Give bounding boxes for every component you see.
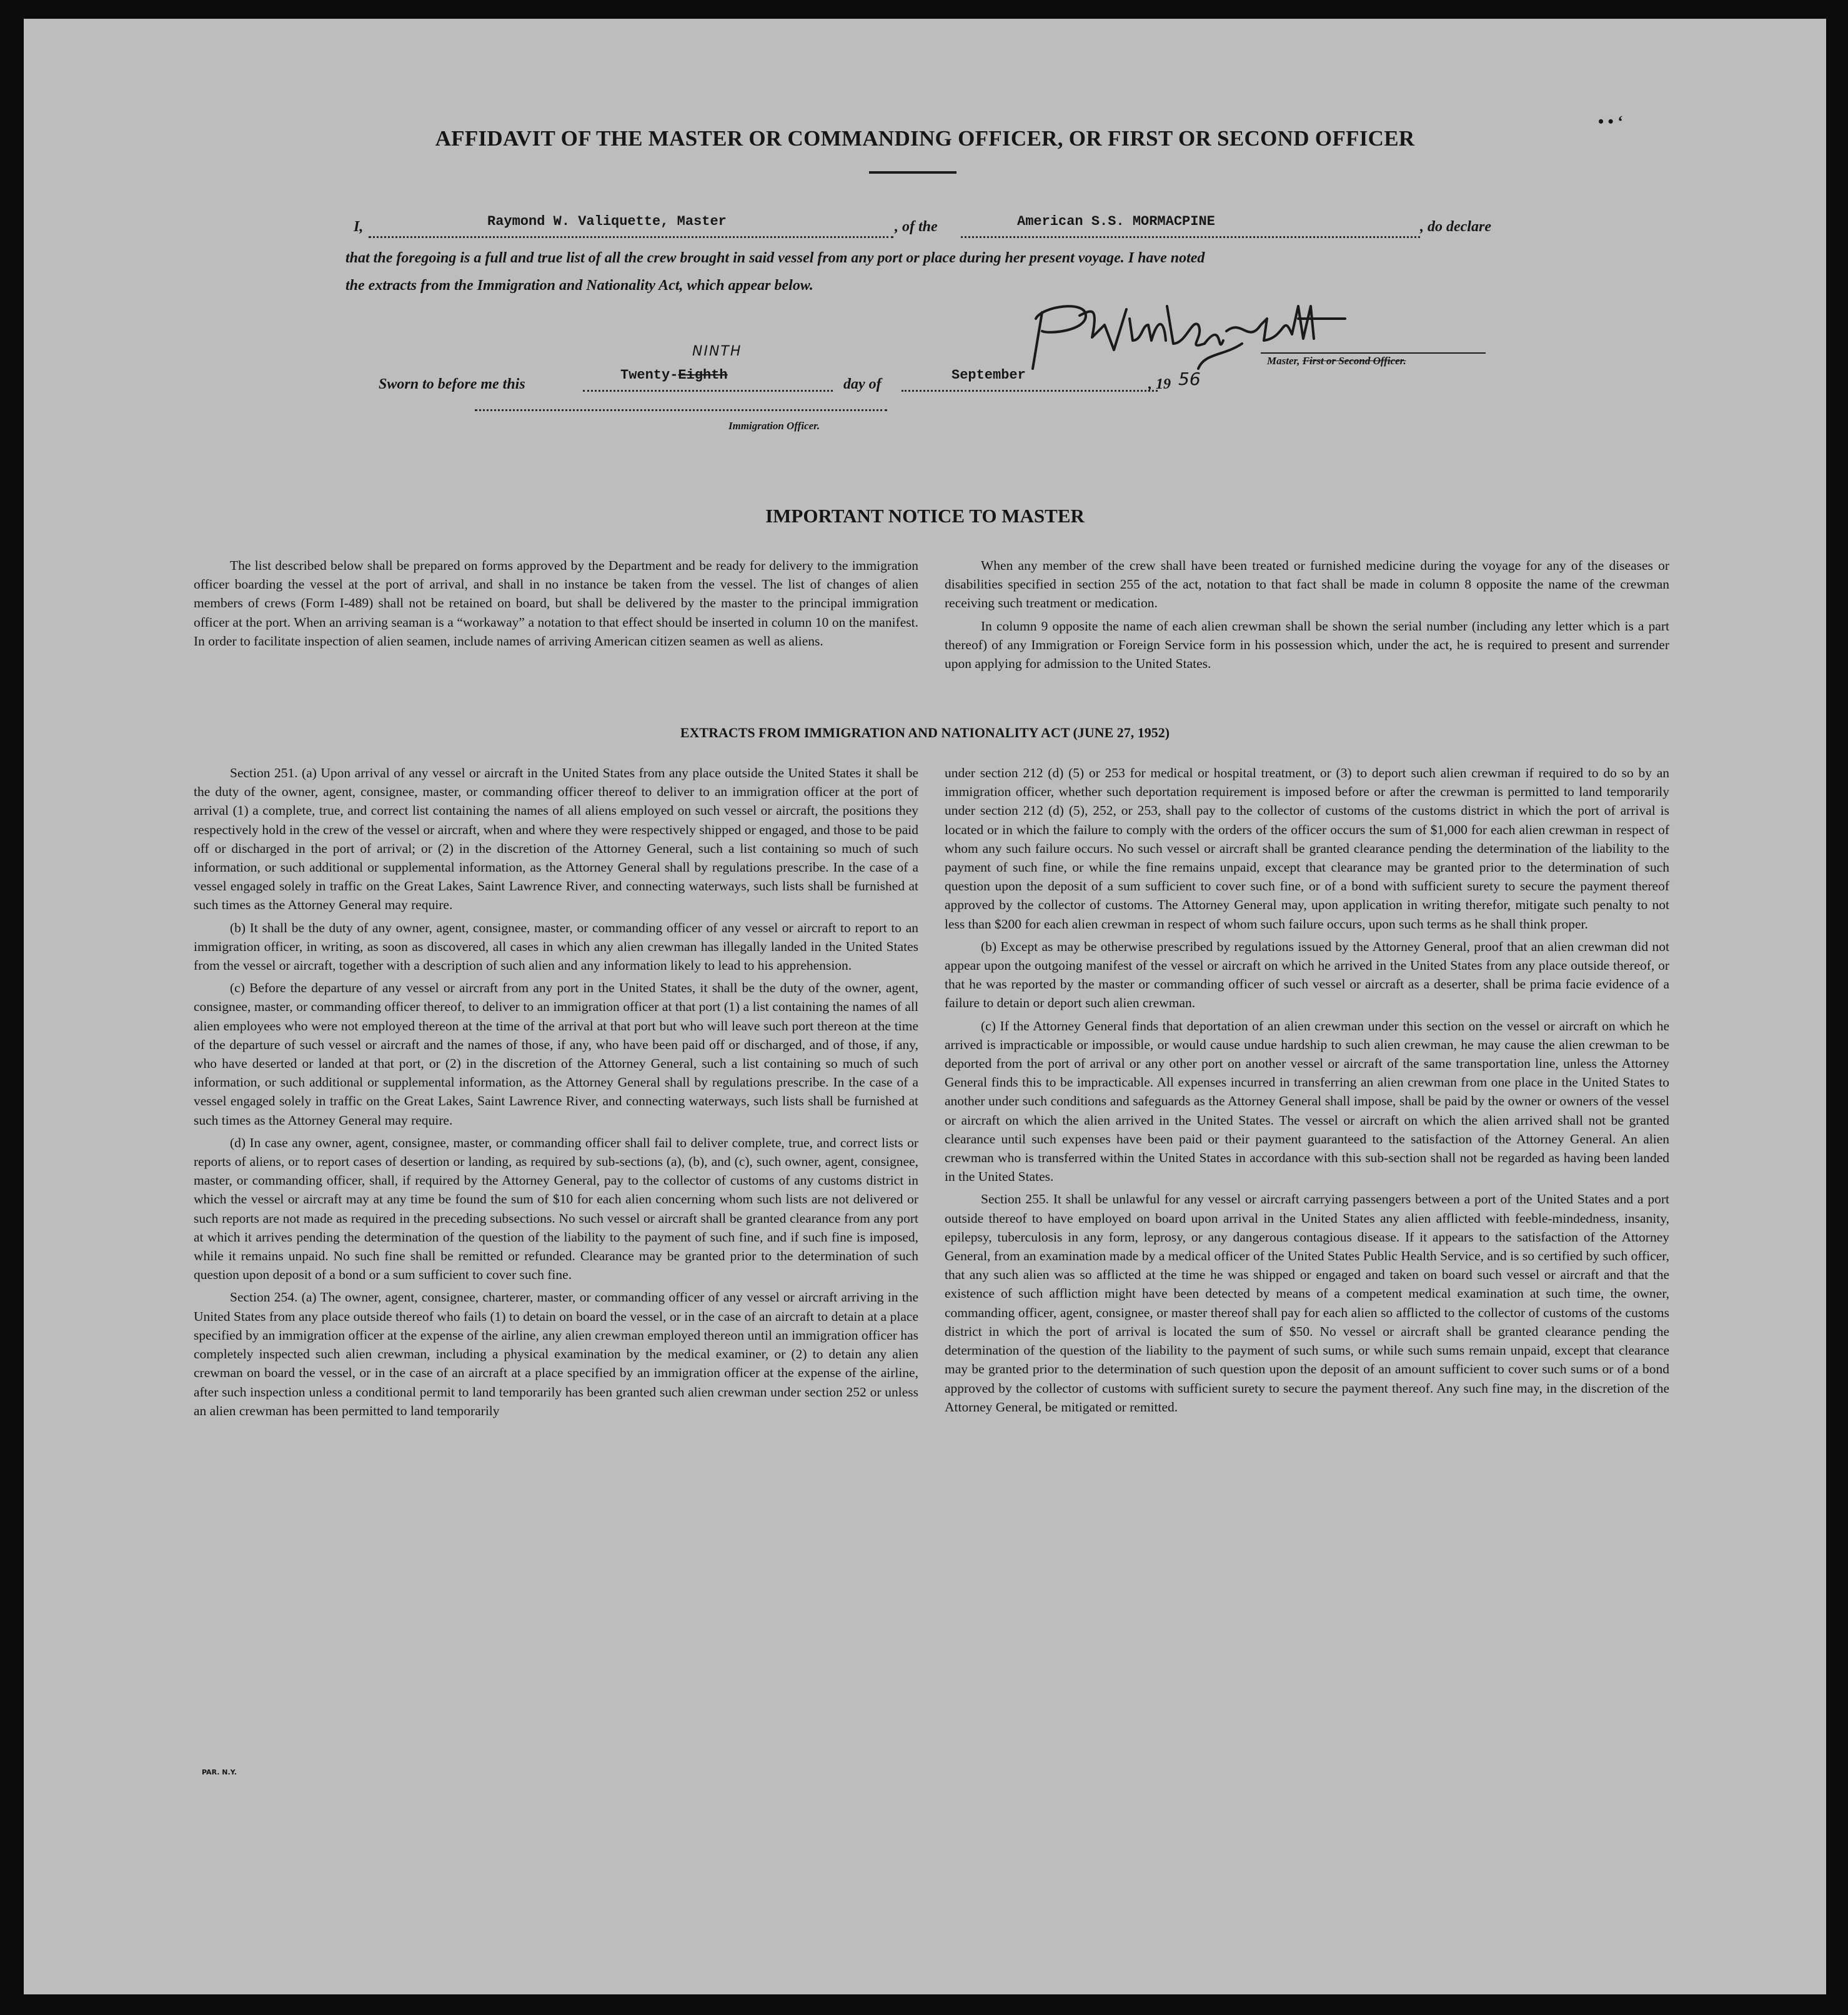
month-value: September — [951, 367, 1026, 383]
immigration-officer-line — [475, 409, 887, 411]
day-field — [583, 367, 833, 392]
notice-left-column — [194, 556, 918, 654]
signature-line — [1261, 352, 1486, 354]
extract-paragraph: (d) In case any owner, agent, consignee, master, or commanding officer shall fail to deliver complete, true, and correct lists or reports of aliens, or to report cases of desertion or landing, as required by sub-sections (a), (b), and (c), such owner, agent, consignee, master, or commanding officer, shall, if required by the Attorney General, pay to the collector of customs of any customs district in which the vessel or aircraft may at any time be found the sum of $10 for each alien concerning whom such lists are not delivered or such reports are not made as required in the preceding subsections. No such vessel or aircraft shall be granted clearance from any port at which it arrives pending the determination of the question of the liability to the payment of such fine, and if such fine is imposed, while it remains unpaid. No such fine shall be remitted or refunded. Clearance may be granted prior to the determination of such question upon deposit of a bond or a sum sufficient to cover such fine. — [194, 1135, 918, 1283]
day-correction: NINTH — [692, 344, 742, 359]
i-label: I, — [354, 219, 364, 235]
month-field — [902, 367, 1158, 392]
extracts-heading: EXTRACTS FROM IMMIGRATION AND NATIONALITY ACT (JUNE 27, 1952) — [680, 725, 1170, 740]
notice-right-paragraph-1: When any member of the crew shall have been treated or furnished medicine during the voyage for any of the diseases or disabilities specified in section 255 of the act, notation to that fact shall be made in column 8 opposite the name of the crewman receiving such treatment or medication. — [945, 558, 1669, 611]
notice-right-column — [945, 556, 1669, 677]
extract-paragraph: (b) Except as may be otherwise prescribed by regulations issued by the Attorney General, proof that an alien crewman did not appear upon the outgoing manifest of the vessel or aircraft on which he arrived in the United States from any place outside thereof, or that he was reported by the master or commanding officer of such vessel or aircraft as a deserter, shall be prima facie evidence of a failure to detain or deport such alien crewman. — [945, 938, 1669, 1011]
declaration-line-2: that the foregoing is a full and true list of all the crew brought in said vessel from any port or place during her present voyage. I have noted — [345, 250, 1205, 266]
extract-paragraph: Section 254. (a) The owner, agent, consignee, charterer, master, or commanding officer of any vessel or aircraft arriving in the United States from any place outside thereof who fails (1) to detain on board the vessel, or in the case of an aircraft to detain at a place specified by an immigration officer at the expense of the airline, any alien crewman employed thereon until an immigration officer has completely inspected such alien crewman, including a physical examination by the medical examiner, or (2) to detain any alien crewman on board the vessel, or in the case of an aircraft at a place specified by an immigration officer at the expense of the airline, after such inspection unless a conditional permit to land temporarily has been granted such alien crewman under section 252 or unless an alien crewman has been permitted to land temporarily — [194, 1290, 918, 1418]
extracts-left-column — [194, 764, 918, 1424]
first-second-officer-struck: First or Second Officer. — [1302, 355, 1406, 367]
extract-paragraph: (b) It shall be the duty of any owner, agent, consignee, master, or commanding officer of any vessel or aircraft to report to an immigration officer, in writing, as soon as discovered, all cases in which any alien crewman has illegally landed in the United States from the vessel or aircraft, together with a description of such alien and any information likely to lead to his apprehension. — [194, 920, 918, 973]
vessel-field — [961, 214, 1420, 238]
notice-left-paragraph: The list described below shall be prepared on forms approved by the Department and be ready for delivery to the immigration officer boarding the vessel at the port of arrival, and shall in no instance be taken from the vessel. The list of changes of alien members of crews (Form I-489) shall not be retained on board, but shall be delivered by the master to the principal immigration officer at the port. When an arriving seaman is a “workaway” a notation to that effect should be inserted in column 10 on the manifest. In order to facilitate inspection of alien seamen, include names of arriving American citizen seamen as well as aliens. — [194, 558, 918, 649]
of-the-label: , of the — [895, 219, 938, 235]
vessel-value: American S.S. MORMACPINE — [1017, 214, 1215, 229]
declaration-line-3: the extracts from the Immigration and Nationality Act, which appear below. — [345, 277, 813, 294]
immigration-officer-label: Immigration Officer. — [728, 420, 820, 432]
year-prefix: , 19 — [1148, 376, 1171, 392]
notice-heading: IMPORTANT NOTICE TO MASTER — [765, 505, 1085, 527]
year-value: 56 — [1178, 369, 1201, 389]
day-struck: Eighth — [678, 367, 728, 383]
name-field — [369, 214, 893, 238]
extract-paragraph: Section 255. It shall be unlawful for any vessel or aircraft carrying passengers between a port of the United States and a port outside thereof to have employed on board upon arrival in the United States any alien afflicted with feeble-mindedness, insanity, epilepsy, tuberculosis in any form, leprosy, or any dangerous contagious disease. If it appears to the satisfaction of the Attorney General, from an examination made by a medical officer of the United States Public Health Service, and is so certified by such officer, that any such alien was so afflicted at the time he was shipped or engaged and taken on board such vessel or aircraft and that the existence of such affliction might have been detected by means of a competent medical examination at such time, the owner, commanding officer, agent, consignee, or master thereof shall pay for each alien so afflicted to the collector of customs of the customs district in which the port of arrival is located the sum of $50. No vessel or aircraft shall be granted clearance pending the determination of the question of the liability to the payment of such sums, or while such sums remain unpaid, except that clearance may be granted prior to the determination of such question upon the deposit of an amount sufficient to cover such sums or of a bond approved by the collector of customs with sufficient surety to secure the payment thereof. Any such fine may, in the discretion of the Attorney General, be mitigated or remitted. — [945, 1192, 1669, 1415]
document-page — [24, 19, 1826, 1994]
printer-mark: PAR. N.Y. — [202, 1768, 237, 1776]
extract-paragraph: Section 251. (a) Upon arrival of any vessel or aircraft in the United States from any place outside the United States it shall be the duty of the owner, agent, consignee, master, or commanding officer thereof to deliver to an immigration officer at the port of arrival (1) a complete, true, and correct list containing the names of all aliens employed on such vessel or aircraft, the positions they respectively hold in the crew of the vessel or aircraft, when and where they were respectively shipped or engaged, and those to be paid off or discharged in the port of arrival; or (2) in the discretion of the Attorney General, such a list containing so much of such information, or such additional or supplemental information, as the Attorney General shall by regulations prescribe. In the case of a vessel engaged solely in traffic on the Great Lakes, Saint Lawrence River, and connecting waterways, such lists shall be furnished at such times as the Attorney General may require. — [194, 765, 918, 913]
affidavit-title: AFFIDAVIT OF THE MASTER OR COMMANDING OFFICER, OR FIRST OR SECOND OFFICER — [435, 126, 1415, 151]
extracts-right-column — [945, 764, 1669, 1420]
day-value: Twenty-Eighth — [620, 367, 728, 383]
notice-right-paragraph-2: In column 9 opposite the name of each alien crewman shall be shown the serial number (including any letter which is a part thereof) of any Immigration or Foreign Service form in his possession which, under the act, he is required to present and surrender upon applying for admission to the United States. — [945, 618, 1669, 672]
extract-paragraph: (c) If the Attorney General finds that deportation of an alien crewman under this section on the vessel or aircraft on which he arrived is impracticable or impossible, or would cause undue hardship to such alien crewman, he may cause the alien crewman to be deported from the port of arrival or any other port on another vessel or aircraft of the same transportation line, unless the Attorney General finds this to be impracticable. All expenses incurred in transferring an alien crewman from one place in the United States to another under such conditions and safeguards as the Attorney General shall impose, shall be paid by the owner or owners of the vessel or aircraft on which the alien arrived in the United States. The vessel or aircraft on which the alien arrived shall not be granted clearance until such expenses have been paid or their payment guaranteed to the satisfaction of the Attorney General. An alien crewman who is transferred within the United States in accordance with this sub-section shall not be regarded as having been landed in the United States. — [945, 1018, 1669, 1185]
sworn-label: Sworn to before me this — [379, 376, 525, 392]
title-underline — [869, 171, 956, 174]
extract-paragraph: (c) Before the departure of any vessel or aircraft from any port in the United States, it shall be the duty of the owner, agent, consignee, master, or commanding officer thereof, to deliver to an immigration officer at that port (1) a list containing the names of all alien employees who were not employed thereon at the time of the arrival at that port but who will leave such port thereon at the time of the departure of such vessel or aircraft and the names of those, if any, who have been paid off or discharged, and of those, if any, who have deserted or landed at that port, or (2) in the discretion of the Attorney General, such a list containing so much of such information, or such additional or supplemental information, as the Attorney General shall by regulations prescribe. In the case of a vessel engaged solely in traffic on the Great Lakes, Saint Lawrence River, and connecting waterways, such lists shall be furnished at such times as the Attorney General may require. — [194, 980, 918, 1128]
corner-mark: • • ʻ — [1598, 112, 1623, 131]
master-title-label — [1267, 355, 1406, 367]
do-declare-label: , do declare — [1420, 219, 1491, 235]
extract-paragraph: under section 212 (d) (5) or 253 for medical or hospital treatment, or (3) to deport such alien crewman if required to do so by an immigration officer, whether such deportation requirement is imposed before or after the crewman is permitted to land temporarily under section 212 (d) (5), 252, or 253, shall pay to the collector of customs of the customs district in which the port of arrival is located or in which the failure to comply with the orders of the officer occurs the sum of $1,000 for each alien crewman in respect of whom any such failure occurs. No such vessel or aircraft shall be granted clearance pending the determination of the liability to the payment of such fine, or while the fine remains unpaid, except that clearance may be granted prior to the determination of such question upon the deposit of a sum sufficient to cover such fine, or of a bond with sufficient surety to secure the payment thereof approved by the collector of customs. The Attorney General may, upon application in writing therefor, mitigate such penalty to not less than $200 for each alien crewman in respect of whom such failure occurs, upon such terms as he shall think proper. — [945, 765, 1669, 932]
name-value: Raymond W. Valiquette, Master — [487, 214, 727, 229]
master-label: Master, — [1267, 355, 1303, 367]
day-of-label: day of — [843, 376, 882, 392]
